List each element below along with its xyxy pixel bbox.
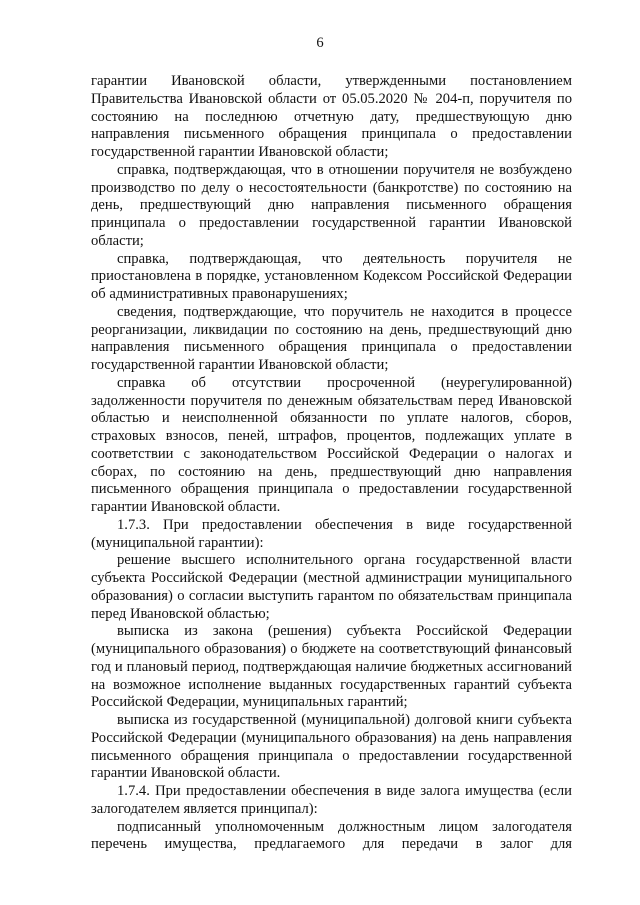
paragraph-section-1-7-3: 1.7.3. При предоставлении обеспечения в виде государственной (муниципальной гарантии): <box>91 516 572 551</box>
paragraph-debt-book-extract: выписка из государственной (муниципальной) долговой книги субъекта Российской Федерации (муниципального образования) на день направления письменного обращения принципала о предоставлении государственной гарантии Ивановской области. <box>91 712 572 782</box>
paragraph-guarantee-reporting: гарантии Ивановской области, утвержденными постановлением Правительства Ивановской области от 05.05.2020 № 204-п, поручителя по состоянию на последнюю отчетную дату, предшествующую дню направления письменного обращения принципала о предоставлении государственной гарантии Ивановской области; <box>91 73 572 160</box>
paragraph-pledged-property-list: подписанный уполномоченным должностным лицом залогодателя перечень имущества, предлагаемого для передачи в залог для <box>91 818 572 853</box>
paragraph-executive-decision: решение высшего исполнительного органа государственной власти субъекта Российской Федерации (местной администрации муниципального образования) о согласии выступить гарантом по обязательствам принципала перед Ивановской областью; <box>91 552 572 622</box>
paragraph-bankruptcy-certificate: справка, подтверждающая, что в отношении поручителя не возбуждено производство по делу о несостоятельности (банкротстве) по состоянию на день, предшествующий дню направления письменного обращения принципала о предоставлении государственной гарантии Ивановской области; <box>91 161 572 249</box>
paragraph-activity-not-suspended: справка, подтверждающая, что деятельность поручителя не приостановлена в порядке, установленном Кодексом Российской Федерации об административных правонарушениях; <box>91 250 572 302</box>
document-body <box>91 73 572 854</box>
paragraph-no-overdue-debt: справка об отсутствии просроченной (неурегулированной) задолженности поручителя по денежным обязательствам перед Ивановской областью и неисполненной обязанности по уплате налогов, сборов, страховых взносов, пеней, штрафов, процентов, подлежащих уплате в соответствии с законодательством Российской Федерации о налогах и сборах, по состоянию на день, предшествующий дню направления письменного обращения принципала о предоставлении государственной гарантии Ивановской области. <box>91 374 572 515</box>
paragraph-reorganization-info: сведения, подтверждающие, что поручитель не находится в процессе реорганизации, ликвидации по состоянию на день, предшествующий дню направления письменного обращения принципала о предоставлении государственной гарантии Ивановской области; <box>91 303 572 373</box>
page-number: 6 <box>316 35 324 51</box>
paragraph-section-1-7-4: 1.7.4. При предоставлении обеспечения в виде залога имущества (если залогодателем является принципал): <box>91 783 572 817</box>
paragraph-budget-law-extract: выписка из закона (решения) субъекта Российской Федерации (муниципального образования) о бюджете на соответствующий финансовый год и плановый период, подтверждающая наличие бюджетных ассигнований на возможное исполнение выданных государственных гарантий субъекта Российской Федерации, муниципальных гарантий; <box>91 623 572 711</box>
